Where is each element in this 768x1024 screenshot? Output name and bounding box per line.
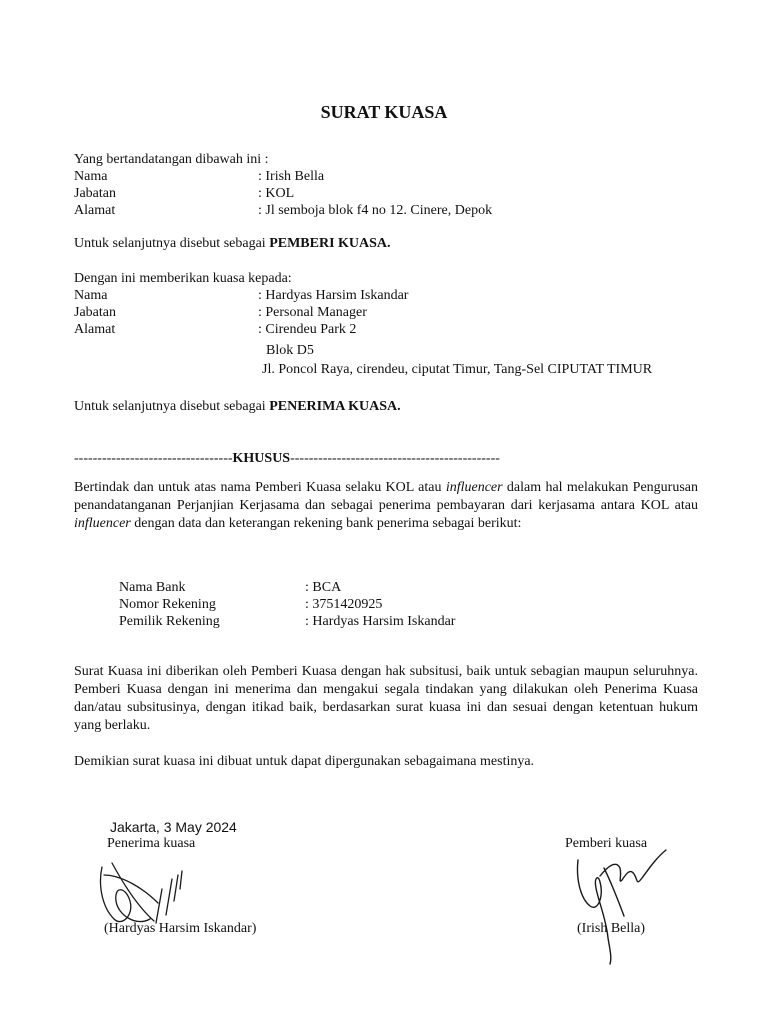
grant-intro-line: Dengan ini memberikan kuasa kepada: <box>74 271 292 286</box>
grantor-address-row <box>74 202 115 219</box>
grantee-designation <box>74 398 401 415</box>
para1-italic-2: influencer <box>74 516 131 531</box>
grantee-position-row <box>74 304 116 321</box>
grantor-designation-bold: PEMBERI KUASA. <box>269 236 391 251</box>
account-number-label: Nomor Rekening <box>119 597 216 612</box>
para1-italic-1: influencer <box>445 480 503 495</box>
grantee-name-value: : Hardyas Harsim Iskandar <box>258 288 409 303</box>
grantor-position-value: : KOL <box>258 186 295 201</box>
account-holder-label: Pemilik Rekening <box>119 614 220 629</box>
grantor-address-label: Alamat <box>74 203 116 218</box>
para1-b: dalam hal melakukan Pengurusan penandatanganan Perjanjian Kerjasama dan sebagai penerima pembayaran dari kerjasama antara KOL atau <box>74 480 699 513</box>
intro-line: Yang bertandatangan dibawah ini : <box>74 152 269 167</box>
separator-word: KHUSUS <box>232 451 291 466</box>
para1-a: Bertindak dan untuk atas nama Pemberi Kuasa selaku KOL atau <box>74 480 446 495</box>
grantor-name-value: : Irish Bella <box>258 169 325 184</box>
grantee-designation-bold: PENERIMA KUASA. <box>269 399 401 414</box>
grantee-address-row <box>74 321 115 338</box>
grantor-position-label: Jabatan <box>74 186 116 201</box>
authority-paragraph <box>74 479 698 533</box>
bank-name-label: Nama Bank <box>119 580 186 595</box>
closing-line: Demikian surat kuasa ini dibuat untuk dapat dipergunakan sebagaimana mestinya. <box>74 754 535 769</box>
grantee-address-line3: Jl. Poncol Raya, cirendeu, ciputat Timur, Tang-Sel CIPUTAT TIMUR <box>262 362 653 377</box>
grantee-name-signature: (Hardyas Harsim Iskandar) <box>104 921 257 936</box>
para1-c: dengan data dan keterangan rekening bank penerima sebagai berikut: <box>130 516 522 531</box>
grantor-role: Pemberi kuasa <box>565 836 648 851</box>
account-holder-value: : Hardyas Harsim Iskandar <box>305 614 456 629</box>
grantor-name-row <box>74 168 107 185</box>
grantor-name-signature: (Irish Bella) <box>577 921 646 936</box>
grantee-name-row <box>74 287 107 304</box>
document-title: SURAT KUASA <box>320 102 448 122</box>
grantee-position-label: Jabatan <box>74 305 116 320</box>
grantee-address-value: : Cirendeu Park 2 <box>258 322 357 337</box>
grantee-address-line2: Blok D5 <box>266 343 314 358</box>
signature-date: Jakarta, 3 May 2024 <box>110 819 237 835</box>
separator-right: --------------------------------------------- <box>290 451 500 466</box>
grantor-position-row <box>74 185 116 202</box>
grantor-designation <box>74 235 391 252</box>
grantee-designation-text: Untuk selanjutnya disebut sebagai <box>74 399 270 414</box>
khusus-separator <box>74 450 500 467</box>
account-number-value: : 3751420925 <box>305 597 383 612</box>
separator-left: ---------------------------------- <box>74 451 233 466</box>
grantee-name-label: Nama <box>74 288 108 303</box>
grantee-position-value: : Personal Manager <box>258 305 367 320</box>
grantor-name-label: Nama <box>74 169 108 184</box>
grantor-designation-text: Untuk selanjutnya disebut sebagai <box>74 236 270 251</box>
grantee-address-label: Alamat <box>74 322 116 337</box>
grantee-role: Penerima kuasa <box>107 836 196 851</box>
substitution-paragraph: Surat Kuasa ini diberikan oleh Pemberi Kuasa dengan hak subsitusi, baik untuk sebagian maupun seluruhnya. Pemberi Kuasa dengan ini menerima dan mengakui segala tindakan yang dilakukan oleh Penerima Kuasa dan/atau subsitusinya, dengan itikad baik, berdasarkan surat kuasa ini dan sesuai dengan ketentuan hukum yang berlaku. <box>74 664 698 733</box>
bank-name-value: : BCA <box>305 580 342 595</box>
grantor-signature <box>560 838 680 968</box>
grantor-address-value: : Jl semboja blok f4 no 12. Cinere, Depok <box>258 203 493 218</box>
